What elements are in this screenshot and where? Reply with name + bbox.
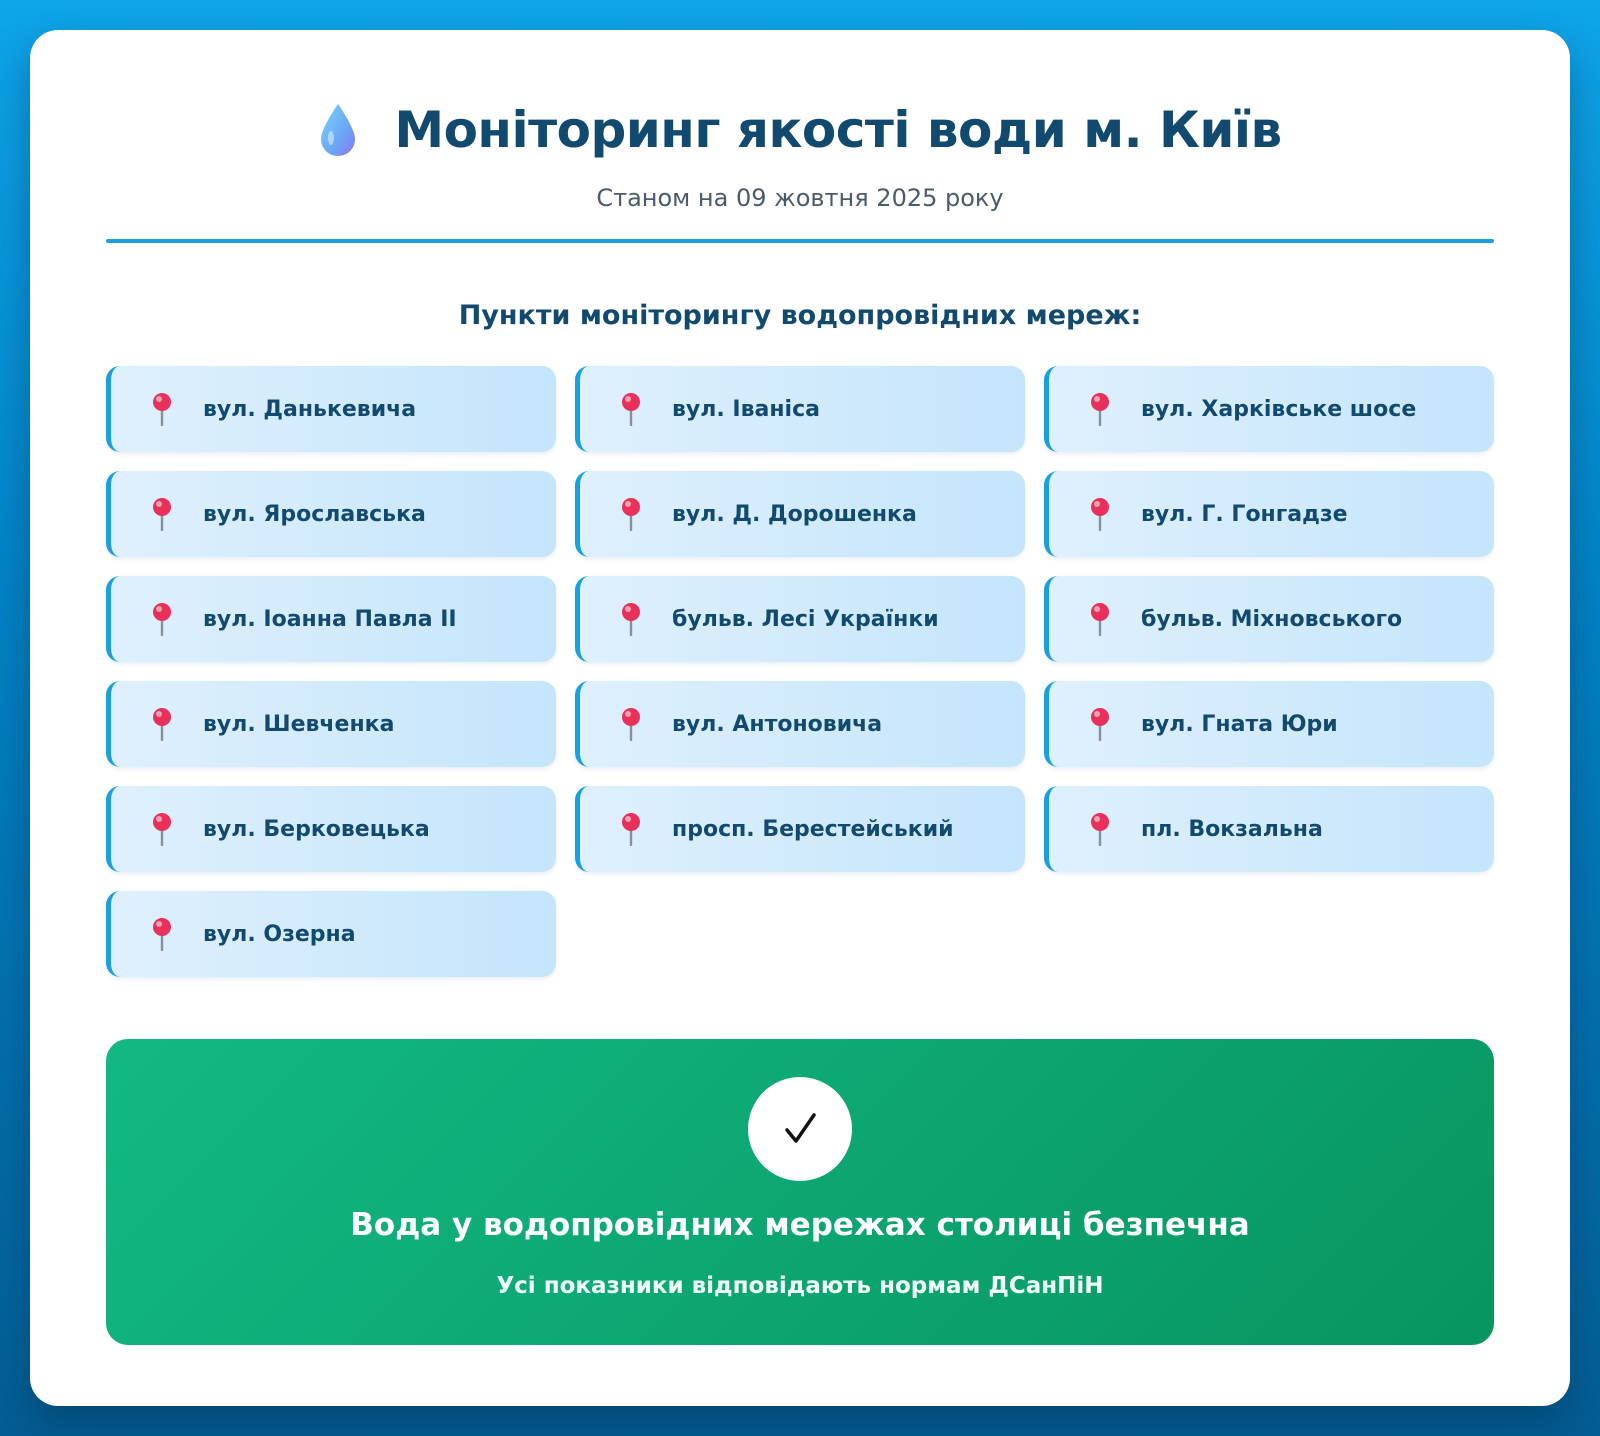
location-card [575,471,1025,557]
location-card [1044,576,1494,662]
pin-icon [1089,812,1111,846]
pin-icon [1089,392,1111,426]
location-label: вул. Берковецька [203,816,430,842]
location-card [106,681,556,767]
location-label: вул. Озерна [203,921,356,947]
pin-icon [1089,707,1111,741]
pin-icon [151,917,173,951]
location-card [575,681,1025,767]
location-card [106,786,556,872]
pin-icon [620,602,642,636]
location-label: вул. Шевченка [203,711,395,737]
location-label: бульв. Лесі Українки [672,606,939,632]
status-banner [106,1039,1494,1345]
pin-icon [151,497,173,531]
check-circle [748,1077,852,1181]
water-drop-icon [318,102,358,158]
location-card [106,891,556,977]
pin-icon [151,602,173,636]
location-label: просп. Берестейський [672,816,954,842]
page-subtitle: Станом на 09 жовтня 2025 року [596,184,1004,212]
header-divider [106,239,1494,243]
location-card [575,576,1025,662]
location-label: вул. Ярославська [203,501,426,527]
location-label: бульв. Міхновського [1141,606,1403,632]
locations-grid [106,366,1494,977]
pin-icon [620,707,642,741]
section-title: Пункти моніторингу водопровідних мереж: [458,300,1142,331]
status-subtitle: Усі показники відповідають нормам ДСанПіН [496,1273,1104,1299]
pin-icon [620,497,642,531]
pin-icon [620,812,642,846]
location-card [1044,681,1494,767]
pin-icon [620,392,642,426]
location-card [106,471,556,557]
location-card [1044,471,1494,557]
location-label: пл. Вокзальна [1141,816,1323,842]
location-label: вул. Антоновича [672,711,883,737]
location-label: вул. Данькевича [203,396,417,422]
location-card [106,576,556,662]
title-row [106,90,1494,170]
location-label: вул. Гната Юри [1141,711,1338,737]
pin-icon [151,392,173,426]
status-title: Вода у водопровідних мережах столиці безпечна [350,1207,1250,1243]
pin-icon [151,707,173,741]
pin-icon [1089,497,1111,531]
location-card [575,366,1025,452]
page-header [106,90,1494,212]
location-card [1044,366,1494,452]
location-card [106,366,556,452]
location-label: вул. Д. Дорошенка [672,501,917,527]
location-label: вул. Іваніса [672,396,820,422]
location-card [1044,786,1494,872]
location-label: вул. Г. Гонгадзе [1141,501,1348,527]
pin-icon [151,812,173,846]
location-card [575,786,1025,872]
main-card [30,30,1570,1406]
location-label: вул. Харківське шосе [1141,396,1417,422]
page-title: Моніторинг якості води м. Київ [394,101,1282,159]
pin-icon [1089,602,1111,636]
checkmark-icon [778,1107,822,1151]
location-label: вул. Іоанна Павла ІІ [203,606,457,632]
